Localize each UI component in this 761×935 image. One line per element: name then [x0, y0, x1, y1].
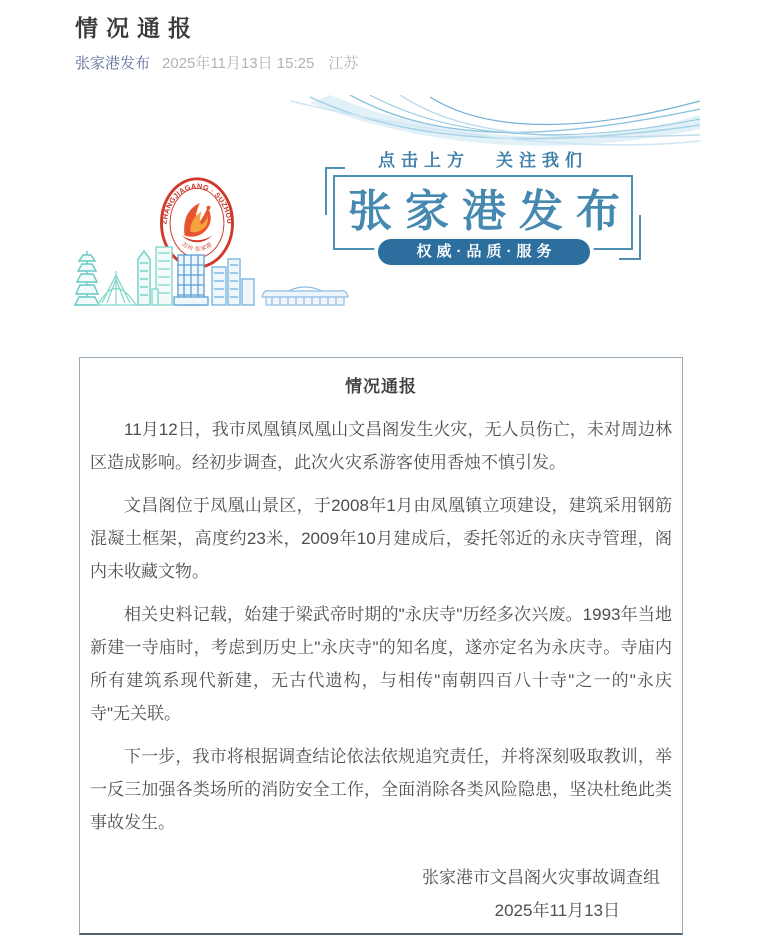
follow-prompt-prefix: 点击上方	[378, 151, 470, 170]
brand-title: 张家港发布	[348, 187, 633, 236]
notice-paragraph: 11月12日，我市凤凰镇凤凰山文昌阁发生火灾，无人员伤亡，未对周边林区造成影响。经初步调查，此次火灾系游客使用香烛不慎引发。	[90, 420, 672, 472]
article	[64, 0, 700, 935]
page-title: 情况通报	[75, 15, 199, 41]
publish-datetime: 2025年11月13日 15:25	[162, 55, 315, 72]
seal-ring-text-top: ZHANGJIAGANG · SUZHOU	[159, 181, 235, 225]
city-skyline-illustration	[74, 245, 356, 309]
notice-box	[79, 357, 683, 935]
follow-prompt	[333, 146, 633, 171]
notice-title: 情况通报	[345, 377, 417, 396]
notice-date: 2025年11月13日	[494, 901, 620, 920]
seal-ring-text-bottom: 苏州·张家港	[180, 241, 214, 254]
notice-paragraph: 相关史料记载，始建于梁武帝时期的"永庆寺"历经多次兴废。1993年当地新建一寺庙时，考虑到历史上"永庆寺"的知名度，遂亦定名为永庆寺。寺庙内所有建筑系现代新建，无古代遗构，与相传"南朝四百八十寺"之一的"永庆寺"无关联。	[90, 605, 672, 723]
notice-paragraph: 下一步，我市将根据调查结论依法依规追究责任，并将深刻吸取教训，举一反三加强各类场所的消防安全工作，全面消除各类风险隐患，坚决杜绝此类事故发生。	[90, 747, 672, 832]
author-link[interactable]: 张家港发布	[75, 55, 151, 72]
follow-prompt-suffix: 关注我们	[496, 151, 588, 170]
publish-location: 江苏	[328, 55, 359, 72]
notice-paragraph: 文昌阁位于凤凰山景区，于2008年1月由凤凰镇立项建设，建筑采用钢筋混凝土框架，高度约23米，2009年10月建成后，委托邻近的永庆寺管理，阁内未收藏文物。	[90, 496, 672, 581]
article-meta	[75, 54, 700, 74]
slogan-pill	[378, 239, 590, 265]
slogan-text: 权威·品质·服务	[416, 243, 557, 260]
banner-image	[64, 95, 700, 313]
notice-signature: 张家港市文昌阁火灾事故调查组	[422, 868, 660, 887]
